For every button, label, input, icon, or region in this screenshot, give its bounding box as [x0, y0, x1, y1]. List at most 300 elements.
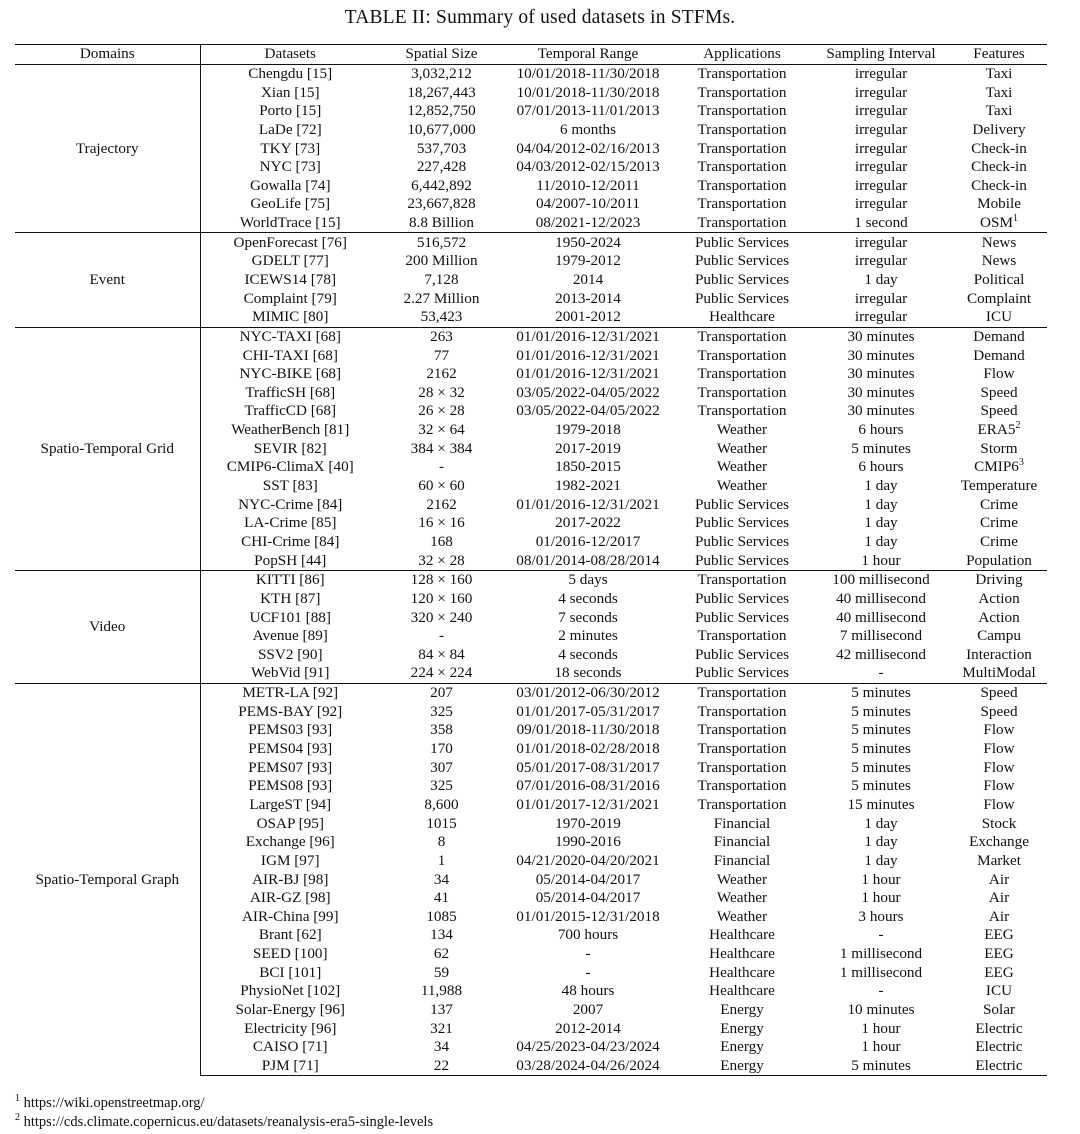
footnote-mark: 2: [15, 1112, 20, 1124]
application-cell: [673, 683, 811, 702]
dataset-text: AIR-GZ [98]: [249, 889, 331, 907]
sampling-interval-cell: [811, 777, 951, 796]
spatial-size-text: 12,852,750: [407, 102, 476, 120]
sampling-interval-cell: [811, 551, 951, 570]
dataset-cell: [200, 683, 380, 702]
feature-text: Storm: [980, 439, 1018, 457]
application-text: Transportation: [697, 740, 787, 758]
header-row: [15, 45, 1047, 65]
sampling-interval-cell: [811, 439, 951, 458]
temporal-range-text: 2017-2019: [555, 439, 621, 457]
dataset-text: ICEWS14 [78]: [244, 271, 337, 288]
application-text: Transportation: [697, 176, 787, 194]
dataset-cell: [200, 477, 380, 496]
sampling-interval-text: irregular: [854, 120, 908, 138]
temporal-range-cell: [503, 889, 673, 908]
sampling-interval-text: 5 minutes: [851, 777, 911, 795]
feature-cell: [951, 477, 1047, 496]
temporal-range-cell: [503, 308, 673, 327]
spatial-size-text: -: [438, 627, 445, 645]
spatial-size-cell: [380, 963, 503, 982]
dataset-cell: [200, 740, 380, 759]
spatial-size-cell: [380, 102, 503, 121]
feature-cell: [951, 907, 1047, 926]
temporal-range-text: 04/21/2020-04/20/2021: [516, 851, 660, 869]
sampling-interval-cell: [811, 870, 951, 889]
sampling-interval-text: 5 minutes: [851, 721, 911, 739]
spatial-size-cell: [380, 233, 503, 252]
spatial-size-text: 263: [430, 327, 453, 345]
spatial-size-cell: [380, 608, 503, 627]
application-cell: [673, 121, 811, 140]
dataset-text: PEMS-BAY [92]: [238, 702, 343, 720]
temporal-range-text: 2013-2014: [555, 289, 621, 307]
dataset-cell: [200, 926, 380, 945]
application-text: Transportation: [697, 702, 787, 720]
temporal-range-text: 04/03/2012-02/15/2013: [516, 158, 660, 176]
column-header: Sampling Interval: [811, 45, 951, 65]
spatial-size-cell: [380, 83, 503, 102]
spatial-size-cell: [380, 926, 503, 945]
sampling-interval-cell: [811, 1001, 951, 1020]
sampling-interval-cell: [811, 252, 951, 271]
feature-text: Flow: [983, 721, 1015, 739]
spatial-size-cell: [380, 814, 503, 833]
application-text: Transportation: [697, 795, 787, 813]
feature-text: Solar: [982, 1000, 1016, 1018]
spatial-size-text: 16 × 16: [418, 514, 465, 532]
application-cell: [673, 102, 811, 121]
application-cell: [673, 289, 811, 308]
dataset-cell: [200, 870, 380, 889]
sampling-interval-cell: [811, 570, 951, 589]
spatial-size-text: 537,703: [416, 139, 467, 157]
sampling-interval-text: irregular: [854, 252, 908, 270]
application-cell: [673, 195, 811, 214]
feature-cell: [951, 982, 1047, 1001]
sampling-interval-cell: [811, 945, 951, 964]
sampling-interval-cell: [811, 158, 951, 177]
application-text: Energy: [720, 1000, 764, 1018]
domain-cell: Trajectory: [15, 64, 200, 233]
feature-text: Interaction: [966, 645, 1032, 663]
spatial-size-cell: [380, 346, 503, 365]
sampling-interval-text: 5 minutes: [851, 1056, 911, 1074]
sampling-interval-text: 30 minutes: [847, 327, 915, 345]
spatial-size-cell: [380, 139, 503, 158]
temporal-range-cell: [503, 533, 673, 552]
temporal-range-text: 01/01/2017-12/31/2021: [516, 795, 660, 813]
feature-cell: [951, 777, 1047, 796]
application-text: Transportation: [697, 102, 787, 120]
application-text: Public Services: [694, 589, 790, 607]
temporal-range-cell: [503, 683, 673, 702]
feature-text: Flow: [983, 777, 1015, 795]
temporal-range-cell: [503, 139, 673, 158]
dataset-cell: [200, 495, 380, 514]
temporal-range-cell: [503, 721, 673, 740]
temporal-range-cell: [503, 458, 673, 477]
spatial-size-text: 358: [430, 721, 453, 739]
domain-cell: Event: [15, 233, 200, 327]
dataset-text: Exchange [96]: [245, 833, 335, 851]
feature-cell: [951, 327, 1047, 346]
temporal-range-text: 4 seconds: [558, 645, 618, 663]
sampling-interval-cell: [811, 495, 951, 514]
sampling-interval-text: irregular: [854, 102, 908, 120]
application-text: Healthcare: [709, 945, 775, 963]
dataset-text: Complaint [79]: [243, 289, 337, 307]
application-text: Weather: [716, 907, 768, 925]
feature-cell: [951, 796, 1047, 815]
sampling-interval-text: 5 minutes: [851, 702, 911, 720]
spatial-size-cell: [380, 195, 503, 214]
application-cell: [673, 421, 811, 440]
spatial-size-text: 134: [430, 926, 453, 944]
application-text: Public Services: [694, 608, 790, 626]
domain-cell: Video: [15, 570, 200, 683]
sampling-interval-cell: [811, 814, 951, 833]
temporal-range-text: 03/01/2012-06/30/2012: [516, 684, 660, 702]
feature-text: News: [981, 233, 1017, 251]
feature-text: Crime: [980, 495, 1018, 513]
feature-text: Speed: [980, 383, 1018, 401]
sampling-interval-text: 1 hour: [861, 889, 901, 907]
spatial-size-text: 8,600: [424, 795, 459, 813]
column-header: Spatial Size: [380, 45, 503, 65]
spatial-size-text: 41: [433, 889, 450, 907]
spatial-size-text: 224 × 224: [410, 664, 473, 682]
application-text: Weather: [716, 439, 768, 457]
feature-cell: [951, 252, 1047, 271]
feature-cell: [951, 308, 1047, 327]
application-cell: [673, 533, 811, 552]
sampling-interval-cell: [811, 102, 951, 121]
dataset-text: GDELT [77]: [251, 252, 329, 270]
dataset-text: SST [83]: [262, 477, 318, 495]
feature-cell: [951, 721, 1047, 740]
feature-cell: [951, 814, 1047, 833]
temporal-range-cell: [503, 870, 673, 889]
feature-cell: [951, 121, 1047, 140]
temporal-range-cell: [503, 102, 673, 121]
temporal-range-text: 2012-2014: [555, 1019, 621, 1037]
column-header: Datasets: [200, 45, 380, 65]
dataset-cell: [200, 833, 380, 852]
spatial-size-text: 32 × 28: [418, 551, 465, 569]
feature-text: Market: [977, 851, 1021, 869]
application-cell: [673, 327, 811, 346]
feature-text: Campu: [977, 627, 1021, 645]
temporal-range-cell: [503, 195, 673, 214]
dataset-cell: [200, 1001, 380, 1020]
temporal-range-cell: [503, 121, 673, 140]
dataset-cell: [200, 777, 380, 796]
feature-text: Crime: [980, 532, 1018, 550]
temporal-range-cell: [503, 271, 673, 290]
temporal-range-cell: [503, 1001, 673, 1020]
sampling-interval-cell: [811, 646, 951, 665]
temporal-range-cell: [503, 233, 673, 252]
dataset-text: PEMS08 [93]: [248, 777, 333, 795]
sampling-interval-cell: [811, 477, 951, 496]
application-text: Transportation: [697, 721, 787, 739]
column-header: Temporal Range: [503, 45, 673, 65]
application-text: Transportation: [697, 158, 787, 176]
sampling-interval-cell: [811, 796, 951, 815]
domain-cell: Spatio-Temporal Graph: [15, 683, 200, 1075]
application-cell: [673, 252, 811, 271]
application-text: Transportation: [697, 402, 787, 420]
sampling-interval-text: -: [878, 982, 884, 1000]
sampling-interval-cell: [811, 1057, 951, 1076]
temporal-range-text: 05/01/2017-08/31/2017: [516, 758, 660, 776]
sampling-interval-cell: [811, 963, 951, 982]
sampling-interval-text: irregular: [854, 289, 908, 307]
dataset-text: UCF101 [88]: [249, 608, 331, 626]
dataset-text: Porto [15]: [259, 102, 322, 120]
sampling-interval-cell: [811, 139, 951, 158]
temporal-range-cell: [503, 477, 673, 496]
spatial-size-cell: [380, 721, 503, 740]
dataset-cell: [200, 402, 380, 421]
temporal-range-cell: [503, 1057, 673, 1076]
feature-text: Crime: [980, 514, 1018, 532]
dataset-text: Gowalla [74]: [249, 176, 331, 194]
feature-cell: [951, 608, 1047, 627]
feature-text: Mobile: [977, 195, 1021, 213]
spatial-size-text: 28 × 32: [418, 383, 465, 401]
sampling-interval-text: 1 day: [864, 477, 898, 495]
spatial-size-text: 22: [433, 1056, 450, 1074]
feature-text: Taxi: [985, 64, 1013, 82]
spatial-size-text: 325: [430, 702, 453, 720]
feature-text: Electric: [975, 1019, 1023, 1037]
feature-text: ICU: [985, 982, 1013, 1000]
spatial-size-text: 34: [433, 870, 450, 888]
footnote-mark: 1: [15, 1093, 20, 1105]
spatial-size-text: 2162: [426, 365, 457, 383]
temporal-range-cell: [503, 963, 673, 982]
application-cell: [673, 458, 811, 477]
feature-cell: [951, 570, 1047, 589]
feature-text: Air: [988, 889, 1010, 907]
spatial-size-cell: [380, 590, 503, 609]
dataset-text: CHI-Crime [84]: [241, 532, 340, 550]
dataset-text: SSV2 [90]: [257, 645, 323, 663]
temporal-range-cell: [503, 551, 673, 570]
application-text: Financial: [713, 851, 771, 869]
dataset-cell: [200, 590, 380, 609]
application-text: Transportation: [697, 120, 787, 138]
temporal-range-text: 2 minutes: [558, 627, 618, 645]
feature-cell: [951, 533, 1047, 552]
spatial-size-cell: [380, 439, 503, 458]
spatial-size-cell: [380, 495, 503, 514]
dataset-text: AIR-China [99]: [241, 907, 339, 925]
application-cell: [673, 833, 811, 852]
dataset-cell: [200, 121, 380, 140]
sampling-interval-cell: [811, 64, 951, 83]
spatial-size-text: 1015: [426, 814, 457, 832]
temporal-range-text: 1950-2024: [555, 233, 621, 251]
sampling-interval-text: irregular: [854, 83, 908, 101]
sampling-interval-text: 30 minutes: [847, 346, 915, 364]
feature-text: Speed: [980, 684, 1018, 702]
sampling-interval-cell: [811, 214, 951, 233]
application-text: Transportation: [697, 83, 787, 101]
spatial-size-cell: [380, 1001, 503, 1020]
application-cell: [673, 139, 811, 158]
sampling-interval-text: irregular: [854, 233, 908, 251]
dataset-cell: [200, 458, 380, 477]
sampling-interval-text: 1 day: [864, 814, 898, 832]
sampling-interval-text: 1 second: [854, 214, 908, 232]
dataset-cell: [200, 271, 380, 290]
temporal-range-text: 1979-2012: [555, 252, 621, 270]
dataset-text: AIR-BJ [98]: [252, 870, 329, 888]
sampling-interval-text: 30 minutes: [847, 402, 915, 420]
application-text: Transportation: [697, 195, 787, 213]
sampling-interval-text: irregular: [854, 195, 908, 213]
spatial-size-text: 7,128: [424, 271, 459, 288]
spatial-size-cell: [380, 271, 503, 290]
dataset-cell: [200, 439, 380, 458]
spatial-size-cell: [380, 1038, 503, 1057]
dataset-cell: [200, 64, 380, 83]
temporal-range-text: 05/2014-04/2017: [535, 870, 641, 888]
temporal-range-cell: [503, 945, 673, 964]
temporal-range-cell: [503, 590, 673, 609]
feature-text: Speed: [980, 402, 1018, 420]
dataset-text: METR-LA [92]: [242, 684, 339, 702]
sampling-interval-cell: [811, 627, 951, 646]
temporal-range-text: 07/01/2016-08/31/2016: [516, 777, 660, 795]
application-cell: [673, 889, 811, 908]
sampling-interval-text: irregular: [854, 308, 908, 326]
footnote-ref: 3: [1018, 457, 1024, 469]
feature-cell: [951, 195, 1047, 214]
dataset-text: CMIP6-ClimaX [40]: [226, 458, 354, 476]
spatial-size-text: 59: [433, 963, 450, 981]
feature-text: Delivery: [972, 120, 1026, 138]
sampling-interval-cell: [811, 664, 951, 683]
temporal-range-cell: [503, 740, 673, 759]
sampling-interval-cell: [811, 308, 951, 327]
application-text: Healthcare: [709, 308, 775, 326]
feature-text: Speed: [980, 702, 1018, 720]
spatial-size-text: 321: [430, 1019, 453, 1037]
table-row: [15, 570, 1047, 589]
feature-cell: [951, 271, 1047, 290]
spatial-size-text: 10,677,000: [407, 120, 476, 138]
application-cell: [673, 814, 811, 833]
dataset-text: OpenForecast [76]: [233, 233, 347, 251]
application-cell: [673, 1001, 811, 1020]
spatial-size-text: 8: [437, 833, 446, 851]
feature-cell: [951, 64, 1047, 83]
application-text: Transportation: [697, 139, 787, 157]
spatial-size-text: 11,988: [420, 982, 463, 1000]
sampling-interval-cell: [811, 1019, 951, 1038]
temporal-range-cell: [503, 158, 673, 177]
dataset-cell: [200, 533, 380, 552]
temporal-range-cell: [503, 289, 673, 308]
spatial-size-text: 6,442,892: [411, 176, 472, 194]
spatial-size-cell: [380, 384, 503, 403]
spatial-size-cell: [380, 702, 503, 721]
temporal-range-text: 2001-2012: [555, 308, 621, 326]
spatial-size-cell: [380, 121, 503, 140]
spatial-size-cell: [380, 796, 503, 815]
temporal-range-cell: [503, 214, 673, 233]
feature-cell: [951, 384, 1047, 403]
temporal-range-text: 01/2016-12/2017: [535, 532, 641, 550]
dataset-cell: [200, 102, 380, 121]
spatial-size-cell: [380, 327, 503, 346]
application-text: Weather: [716, 458, 768, 476]
table-caption: TABLE II: Summary of used datasets in STFMs.: [344, 7, 736, 28]
application-cell: [673, 740, 811, 759]
temporal-range-text: 04/2007-10/2011: [535, 195, 641, 213]
feature-text: EEG: [984, 963, 1014, 981]
feature-text: Check-in: [971, 139, 1027, 157]
spatial-size-text: 60 × 60: [418, 477, 465, 495]
feature-cell: [951, 139, 1047, 158]
dataset-text: PEMS04 [93]: [248, 740, 333, 758]
temporal-range-text: 10/01/2018-11/30/2018: [516, 64, 660, 82]
spatial-size-text: 1: [437, 851, 446, 869]
sampling-interval-text: 30 minutes: [847, 365, 915, 383]
dataset-cell: [200, 608, 380, 627]
temporal-range-text: 2007: [572, 1000, 604, 1018]
dataset-text: PhysioNet [102]: [240, 982, 341, 1000]
dataset-cell: [200, 214, 380, 233]
dataset-cell: [200, 758, 380, 777]
application-cell: [673, 852, 811, 871]
feature-text: Check-in: [971, 158, 1027, 176]
sampling-interval-text: 5 minutes: [851, 684, 911, 702]
feature-cell: [951, 289, 1047, 308]
sampling-interval-text: 1 day: [864, 514, 898, 532]
temporal-range-text: 03/28/2024-04/26/2024: [516, 1056, 660, 1074]
temporal-range-cell: [503, 402, 673, 421]
application-cell: [673, 758, 811, 777]
application-text: Public Services: [694, 514, 790, 532]
temporal-range-text: 01/01/2015-12/31/2018: [516, 907, 660, 925]
application-text: Financial: [713, 833, 771, 851]
spatial-size-cell: [380, 514, 503, 533]
application-cell: [673, 702, 811, 721]
sampling-interval-cell: [811, 533, 951, 552]
temporal-range-text: 11/2010-12/2011: [536, 176, 640, 194]
spatial-size-cell: [380, 402, 503, 421]
dataset-text: LaDe [72]: [258, 120, 322, 138]
spatial-size-cell: [380, 833, 503, 852]
feature-text: Flow: [983, 758, 1015, 776]
sampling-interval-text: 1 day: [864, 851, 898, 869]
spatial-size-cell: [380, 421, 503, 440]
temporal-range-cell: [503, 814, 673, 833]
spatial-size-cell: [380, 683, 503, 702]
spatial-size-cell: [380, 477, 503, 496]
sampling-interval-text: 3 hours: [858, 907, 904, 925]
feature-text: Air: [988, 870, 1010, 888]
application-cell: [673, 346, 811, 365]
dataset-text: KTH [87]: [260, 589, 321, 607]
temporal-range-text: 1970-2019: [555, 814, 621, 832]
spatial-size-text: 325: [430, 777, 453, 795]
